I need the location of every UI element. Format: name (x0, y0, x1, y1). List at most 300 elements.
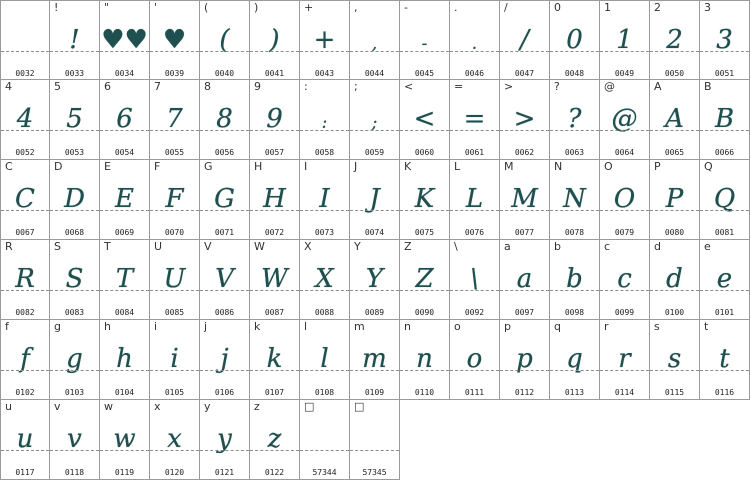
glyph-cell-code: 0075 (414, 228, 435, 237)
glyph-cell-character-label: 9 (254, 80, 261, 93)
glyph-cell-character-label: 4 (5, 80, 12, 93)
glyph-cell-character-label: ) (254, 1, 259, 14)
glyph-preview: + (313, 25, 336, 55)
glyph-cell[interactable] (200, 160, 250, 240)
glyph-cell[interactable] (650, 0, 700, 80)
glyph-cell-code: 0116 (714, 388, 735, 397)
baseline-divider (500, 370, 549, 371)
baseline-divider (700, 290, 749, 291)
glyph-cell-code: 0082 (15, 308, 35, 317)
glyph-cell-code: 0070 (164, 228, 185, 237)
glyph-preview: / (520, 25, 529, 55)
baseline-divider (500, 130, 549, 131)
glyph-preview: A (665, 104, 684, 134)
glyph-cell-character-label: 2 (654, 1, 661, 14)
glyph-cell-character-label: G (204, 160, 213, 173)
glyph-cell[interactable] (50, 160, 100, 240)
glyph-cell[interactable] (400, 80, 450, 160)
baseline-divider (350, 290, 399, 291)
glyph-cell[interactable] (450, 240, 500, 320)
baseline-divider (200, 51, 249, 52)
glyph-cell-code: 0047 (514, 69, 535, 78)
baseline-divider (650, 51, 699, 52)
glyph-cell-character-label: 5 (54, 80, 61, 93)
glyph-preview: E (115, 184, 134, 214)
glyph-cell-character-label: S (54, 240, 61, 253)
glyph-cell-code: 0051 (714, 69, 735, 78)
glyph-cell[interactable] (600, 80, 650, 160)
glyph-cell[interactable] (250, 160, 300, 240)
glyph-preview: O (613, 184, 636, 214)
glyph-cell-character-label: K (404, 160, 412, 173)
glyph-cell[interactable] (200, 240, 250, 320)
glyph-cell-character-label: > (504, 80, 514, 93)
glyph-preview: k (266, 344, 283, 374)
glyph-cell-code: 0060 (414, 148, 435, 157)
glyph-cell[interactable] (600, 240, 650, 320)
glyph-cell-character-label: L (454, 160, 461, 173)
glyph-cell-character-label: F (154, 160, 161, 173)
glyph-cell-character-label: b (554, 240, 561, 253)
glyph-cell-code: 0101 (714, 308, 735, 317)
glyph-cell[interactable] (150, 0, 200, 80)
glyph-cell[interactable] (300, 320, 350, 400)
glyph-cell-character-label: a (504, 240, 511, 253)
glyph-cell[interactable] (700, 320, 750, 400)
glyph-preview: N (563, 184, 586, 214)
baseline-divider (400, 130, 449, 131)
glyph-cell-code: 0058 (314, 148, 335, 157)
glyph-cell-code: 0121 (214, 468, 235, 477)
glyph-cell[interactable] (250, 400, 300, 480)
glyph-cell-character-label: / (504, 1, 508, 14)
glyph-cell-character-label: ! (54, 1, 59, 14)
baseline-divider (650, 210, 699, 211)
glyph-preview: H (263, 184, 286, 214)
glyph-cell-code: 0109 (364, 388, 385, 397)
glyph-cell-character-label: v (54, 400, 61, 413)
glyph-cell[interactable] (550, 80, 600, 160)
glyph-preview: ? (567, 104, 582, 134)
glyph-preview: C (15, 184, 35, 214)
baseline-divider (350, 370, 399, 371)
glyph-cell[interactable] (150, 400, 200, 480)
baseline-divider (700, 51, 749, 52)
glyph-cell[interactable] (100, 80, 150, 160)
glyph-preview: X (315, 264, 334, 294)
glyph-preview: 5 (66, 104, 83, 134)
glyph-cell[interactable] (650, 160, 700, 240)
glyph-preview: @ (611, 104, 638, 134)
glyph-preview: Q (713, 184, 736, 214)
glyph-preview (350, 410, 399, 452)
glyph-cell[interactable] (150, 160, 200, 240)
glyph-cell-code: 0045 (414, 69, 435, 78)
baseline-divider (150, 210, 199, 211)
glyph-cell[interactable] (300, 240, 350, 320)
glyph-cell[interactable] (300, 80, 350, 160)
glyph-cell-code: 0079 (614, 228, 635, 237)
glyph-preview: 6 (116, 104, 133, 134)
glyph-preview: F (165, 184, 184, 214)
glyph-cell[interactable] (50, 400, 100, 480)
glyph-preview: J (369, 184, 380, 214)
glyph-cell[interactable] (700, 0, 750, 80)
glyph-cell-character-label: r (604, 320, 609, 333)
glyph-cell[interactable] (400, 160, 450, 240)
baseline-divider (550, 130, 599, 131)
glyph-cell[interactable] (200, 0, 250, 80)
baseline-divider (250, 450, 299, 451)
glyph-cell[interactable] (500, 80, 550, 160)
glyph-cell[interactable] (0, 0, 50, 80)
glyph-cell[interactable] (650, 80, 700, 160)
glyph-cell-character-label: = (454, 80, 464, 93)
glyph-cell[interactable] (0, 400, 50, 480)
glyph-cell-character-label: T (104, 240, 111, 253)
baseline-divider (50, 290, 99, 291)
glyph-cell-code: 0069 (114, 228, 135, 237)
glyph-cell[interactable] (700, 80, 750, 160)
glyph-preview: l (320, 344, 329, 374)
glyph-preview: i (170, 344, 179, 374)
baseline-divider (200, 370, 249, 371)
glyph-cell[interactable] (50, 0, 100, 80)
glyph-preview (300, 410, 349, 452)
baseline-divider (50, 210, 99, 211)
glyph-cell-character-label: H (254, 160, 263, 173)
glyph-cell[interactable] (600, 160, 650, 240)
glyph-cell-character-label: Q (704, 160, 713, 173)
glyph-preview: < (413, 104, 436, 134)
glyph-cell-code: 0041 (264, 69, 285, 78)
glyph-cell[interactable] (250, 240, 300, 320)
baseline-divider (50, 51, 99, 52)
glyph-preview: U (163, 264, 186, 294)
glyph-preview: u (16, 424, 34, 454)
glyph-cell[interactable] (500, 240, 550, 320)
baseline-divider (100, 370, 149, 371)
glyph-cell[interactable] (300, 160, 350, 240)
glyph-preview: M (511, 184, 538, 214)
glyph-cell-code: 0043 (314, 69, 335, 78)
glyph-cell-character-label: Z (404, 240, 412, 253)
glyph-cell[interactable] (0, 160, 50, 240)
glyph-cell-character-label: N (554, 160, 563, 173)
baseline-divider (150, 290, 199, 291)
glyph-cell-code: 0067 (15, 228, 35, 237)
glyph-cell-code: 0118 (64, 468, 85, 477)
glyph-preview: f (20, 344, 30, 374)
glyph-cell-character-label: j (204, 320, 208, 333)
glyph-cell[interactable] (500, 160, 550, 240)
glyph-cell[interactable] (250, 320, 300, 400)
glyph-cell-code: 0074 (364, 228, 385, 237)
baseline-divider (300, 290, 349, 291)
glyph-cell-character-label: k (254, 320, 261, 333)
baseline-divider (200, 290, 249, 291)
glyph-cell-code: 0039 (164, 69, 185, 78)
baseline-divider (250, 370, 299, 371)
glyph-cell[interactable] (350, 0, 400, 80)
glyph-cell-code: 0040 (214, 69, 235, 78)
baseline-divider (600, 51, 649, 52)
glyph-cell-character-label: , (354, 1, 358, 14)
glyph-cell[interactable] (150, 320, 200, 400)
glyph-preview: K (414, 184, 435, 214)
glyph-cell-character-label: ( (204, 1, 209, 14)
glyph-cell-character-label: s (654, 320, 660, 333)
glyph-preview: o (466, 344, 483, 374)
glyph-preview: ♥ (162, 25, 187, 55)
glyph-preview: \ (470, 264, 479, 294)
glyph-preview: ! (69, 25, 80, 55)
glyph-cell-code: 0115 (664, 388, 685, 397)
baseline-divider (600, 130, 649, 131)
glyph-cell[interactable] (150, 240, 200, 320)
glyph-cell[interactable] (100, 320, 150, 400)
glyph-cell-character-label: W (254, 240, 265, 253)
glyph-cell[interactable] (200, 320, 250, 400)
glyph-cell-character-label: 7 (154, 80, 161, 93)
glyph-cell-code: 0059 (364, 148, 385, 157)
glyph-preview: s (667, 344, 682, 374)
glyph-cell-code: 0072 (264, 228, 285, 237)
glyph-cell[interactable] (350, 160, 400, 240)
glyph-cell[interactable] (600, 320, 650, 400)
glyph-cell[interactable] (200, 400, 250, 480)
glyph-cell-code: 0087 (264, 308, 285, 317)
glyph-preview: 2 (666, 25, 683, 55)
glyph-cell[interactable] (400, 320, 450, 400)
baseline-divider (300, 370, 349, 371)
glyph-cell-character-label: p (504, 320, 511, 333)
baseline-divider (100, 130, 149, 131)
glyph-cell-code: 0048 (564, 69, 585, 78)
glyph-cell-character-label: 6 (104, 80, 111, 93)
glyph-cell-character-label: 1 (604, 1, 611, 14)
glyph-cell-code: 0034 (114, 69, 135, 78)
glyph-cell[interactable] (300, 0, 350, 80)
glyph-cell-code: 0104 (114, 388, 135, 397)
baseline-divider (700, 130, 749, 131)
glyph-preview: ; (371, 113, 378, 133)
glyph-preview: h (116, 344, 133, 374)
glyph-cell-character-label: I (304, 160, 308, 173)
baseline-divider (1, 290, 49, 291)
baseline-divider (700, 210, 749, 211)
glyph-cell[interactable] (550, 320, 600, 400)
glyph-cell-character-label: g (54, 320, 61, 333)
glyph-cell[interactable] (350, 80, 400, 160)
glyph-cell-code: 0063 (564, 148, 585, 157)
glyph-cell[interactable] (400, 0, 450, 80)
glyph-cell-code: 0122 (264, 468, 285, 477)
glyph-cell-code: 0089 (364, 308, 385, 317)
glyph-cell[interactable] (350, 320, 400, 400)
glyph-cell-code: 0077 (514, 228, 535, 237)
glyph-cell[interactable] (550, 160, 600, 240)
baseline-divider (100, 450, 149, 451)
glyph-cell-code: 0097 (514, 308, 535, 317)
glyph-cell[interactable] (0, 80, 50, 160)
glyph-cell-character-label: w (104, 400, 113, 413)
glyph-preview: t (719, 344, 730, 374)
glyph-cell[interactable] (700, 160, 750, 240)
glyph-cell[interactable] (450, 160, 500, 240)
glyph-cell-character-label: : (304, 80, 308, 93)
glyph-cell[interactable] (250, 80, 300, 160)
glyph-cell-code: 0081 (714, 228, 735, 237)
glyph-cell[interactable] (200, 80, 250, 160)
glyph-cell-code: 0053 (64, 148, 85, 157)
glyph-preview: V (215, 264, 234, 294)
baseline-divider (600, 290, 649, 291)
baseline-divider (50, 370, 99, 371)
glyph-cell[interactable] (50, 240, 100, 320)
glyph-preview: 9 (266, 104, 283, 134)
glyph-cell[interactable] (350, 240, 400, 320)
glyph-cell-code: 0084 (114, 308, 135, 317)
glyph-cell-code: 0052 (15, 148, 35, 157)
glyph-preview: L (465, 184, 484, 214)
baseline-divider (600, 370, 649, 371)
glyph-cell[interactable] (450, 0, 500, 80)
glyph-cell[interactable] (50, 320, 100, 400)
baseline-divider (100, 290, 149, 291)
glyph-cell-code: 57344 (312, 468, 337, 477)
glyph-cell[interactable] (100, 0, 150, 80)
glyph-preview: d (666, 264, 683, 294)
glyph-cell-character-label: R (5, 240, 13, 253)
glyph-cell[interactable] (600, 0, 650, 80)
glyph-cell-character-label: @ (604, 80, 615, 93)
glyph-preview: - (421, 34, 428, 54)
glyph-cell-character-label: d (654, 240, 661, 253)
glyph-cell[interactable] (0, 240, 50, 320)
glyph-preview: q (566, 344, 583, 374)
glyph-preview: P (665, 184, 684, 214)
glyph-cell[interactable] (550, 240, 600, 320)
glyph-cell-character-label: X (304, 240, 312, 253)
glyph-cell[interactable] (700, 240, 750, 320)
glyph-preview: r (618, 344, 631, 374)
glyph-cell-code: 0066 (714, 148, 735, 157)
glyph-cell-code: 0057 (264, 148, 285, 157)
glyph-preview: 3 (716, 25, 733, 55)
glyph-cell[interactable] (500, 0, 550, 80)
glyph-cell-character-label: 0 (554, 1, 561, 14)
baseline-divider (300, 450, 349, 451)
glyph-cell-code: 0099 (614, 308, 635, 317)
glyph-cell-code: 0113 (564, 388, 585, 397)
glyph-preview (1, 11, 49, 53)
glyph-cell-code: 0100 (664, 308, 685, 317)
glyph-cell-character-label: O (604, 160, 613, 173)
glyph-cell[interactable] (550, 0, 600, 80)
baseline-divider (350, 130, 399, 131)
glyph-cell[interactable] (450, 320, 500, 400)
glyph-cell-code: 0056 (214, 148, 235, 157)
glyph-cell-code: 0111 (464, 388, 485, 397)
glyph-cell-character-label: c (604, 240, 611, 253)
glyph-cell-code: 0046 (464, 69, 485, 78)
glyph-cell[interactable] (150, 80, 200, 160)
glyph-preview: R (15, 264, 35, 294)
glyph-cell[interactable] (500, 320, 550, 400)
glyph-cell-character-label: i (154, 320, 158, 333)
baseline-divider (650, 370, 699, 371)
baseline-divider (100, 51, 149, 52)
baseline-divider (50, 450, 99, 451)
baseline-divider (1, 51, 49, 52)
glyph-preview: ( (219, 25, 230, 55)
glyph-preview: Z (415, 264, 434, 294)
glyph-cell-code: 0044 (364, 69, 385, 78)
baseline-divider (650, 130, 699, 131)
glyph-cell-code: 0086 (214, 308, 235, 317)
baseline-divider (1, 210, 49, 211)
glyph-cell[interactable] (250, 0, 300, 80)
glyph-cell[interactable] (650, 240, 700, 320)
glyph-cell-character-label: Y (354, 240, 361, 253)
glyph-cell[interactable] (100, 400, 150, 480)
glyph-cell-character-label: U (154, 240, 163, 253)
glyph-cell-character-label: . (454, 1, 458, 14)
glyph-cell-character-label: u (5, 400, 12, 413)
glyph-cell[interactable] (350, 400, 400, 480)
glyph-cell[interactable] (300, 400, 350, 480)
glyph-cell-code: 0090 (414, 308, 435, 317)
glyph-cell[interactable] (650, 320, 700, 400)
glyph-cell[interactable] (100, 240, 150, 320)
baseline-divider (400, 51, 449, 52)
glyph-cell-character-label: J (354, 160, 358, 173)
baseline-divider (250, 210, 299, 211)
glyph-preview: c (617, 264, 632, 294)
baseline-divider (350, 51, 399, 52)
baseline-divider (150, 370, 199, 371)
baseline-divider (1, 450, 49, 451)
glyph-cell-code: 0105 (164, 388, 185, 397)
glyph-cell[interactable] (400, 240, 450, 320)
glyph-cell-character-label: ' (154, 1, 158, 14)
glyph-cell-character-label: z (254, 400, 260, 413)
glyph-cell-character-label: V (204, 240, 212, 253)
glyph-cell[interactable] (0, 320, 50, 400)
glyph-cell-character-label: y (204, 400, 211, 413)
glyph-cell-code: 0108 (314, 388, 335, 397)
glyph-preview: = (463, 104, 486, 134)
glyph-cell-code: 0102 (15, 388, 35, 397)
glyph-preview: 7 (166, 104, 183, 134)
glyph-cell[interactable] (100, 160, 150, 240)
baseline-divider (550, 370, 599, 371)
baseline-divider (550, 51, 599, 52)
baseline-divider (550, 290, 599, 291)
glyph-cell-code: 0071 (214, 228, 235, 237)
glyph-preview: v (67, 424, 82, 454)
glyph-cell-code: 0033 (64, 69, 85, 78)
baseline-divider (350, 210, 399, 211)
glyph-preview: 0 (566, 25, 583, 55)
baseline-divider (450, 290, 499, 291)
glyph-cell[interactable] (50, 80, 100, 160)
glyph-cell-character-label: f (5, 320, 9, 333)
glyph-preview: w (113, 424, 136, 454)
baseline-divider (350, 450, 399, 451)
glyph-cell[interactable] (450, 80, 500, 160)
